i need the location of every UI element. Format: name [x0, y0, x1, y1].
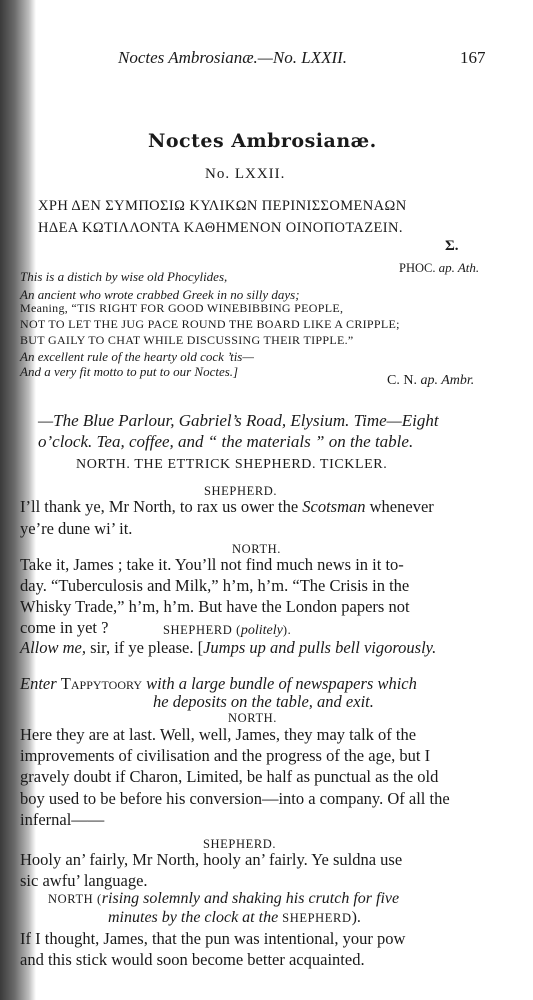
- attribution-author: PHOC.: [399, 261, 436, 275]
- attribution-source: ap. Ambr.: [420, 373, 475, 388]
- scene-description: o’clock. Tea, coffee, and “ the materials ” on the table.: [38, 432, 414, 451]
- characters-list: NORTH. THE ETTRICK SHEPHERD. TICKLER.: [76, 457, 388, 472]
- section-title: Noctes Ambrosianæ.: [148, 130, 377, 152]
- speaker-name: SHEPHERD (: [163, 623, 241, 637]
- verse-line: An excellent rule of the hearty old cock ’tis—: [20, 349, 254, 364]
- attribution-author: C. N.: [387, 373, 417, 388]
- stage-direction: he deposits on the table, and exit.: [153, 692, 374, 711]
- speaker-label: SHEPHERD.: [203, 837, 277, 851]
- dialogue-line: Hooly an’ fairly, Mr North, hooly an’ fairly. Ye suldna use: [20, 850, 403, 869]
- stage-direction: [48, 890, 399, 908]
- dialogue-line: and this stick would soon become better acquainted.: [20, 950, 365, 969]
- dialogue-line: [20, 497, 434, 517]
- dialogue-line: gravely doubt if Charon, Limited, be half as punctual as the old: [20, 767, 439, 786]
- verse-line: Meaning, “TIS RIGHT FOR GOOD WINEBIBBING PEOPLE,: [20, 301, 344, 315]
- stage-text: rising solemnly and shaking his crutch for five: [101, 890, 400, 907]
- character-name: Tappytoory: [60, 674, 143, 693]
- issue-number: No. LXXII.: [205, 166, 286, 182]
- stage-text: minutes by the clock at the: [108, 909, 283, 926]
- stage-direction: [20, 674, 417, 694]
- attribution-source: ap. Ath.: [438, 260, 480, 275]
- running-title: Noctes Ambrosianæ.—No. LXXII.: [118, 48, 348, 67]
- dialogue-line: Here they are at last. Well, well, James, they may talk of the: [20, 725, 417, 744]
- stage-direction: [108, 909, 361, 927]
- stage-direction: Jumps up and pulls bell vigorously.: [203, 638, 437, 657]
- verse-line: An ancient who wrote crabbed Greek in no silly days;: [20, 287, 300, 302]
- dialogue-text: I’ll thank ye, Mr North, to rax us ower the: [20, 497, 303, 516]
- dialogue-line: come in yet ?: [20, 618, 109, 637]
- scene-description: —The Blue Parlour, Gabriel’s Road, Elysium. Time—Eight: [38, 411, 439, 430]
- dialogue-line: If I thought, James, that the pun was intentional, your pow: [20, 929, 406, 948]
- dialogue-line: infernal——: [20, 810, 105, 829]
- stage-text: Enter: [20, 674, 61, 693]
- speaker-name: ).: [282, 623, 292, 637]
- dialogue-text: sir, if ye please. [: [86, 638, 204, 657]
- dialogue-line: Take it, James ; take it. You’ll not find much news in it to-: [20, 555, 404, 574]
- speaker-label: NORTH.: [232, 542, 282, 556]
- speaker-name: NORTH (: [48, 892, 102, 906]
- dialogue-line: improvements of civilisation and the progress of the age, but I: [20, 746, 431, 765]
- dialogue-emphasis: Scotsman: [302, 497, 366, 516]
- dialogue-line: day. “Tuberculosis and Milk,” h’m, h’m. “The Crisis in the: [20, 576, 410, 595]
- dialogue-line: Whisky Trade,” h’m, h’m. But have the London papers not: [20, 597, 410, 616]
- stage-text: with a large bundle of newspapers which: [142, 674, 417, 693]
- greek-epigraph-line: ΗΔΕΑ ΚΩΤΙΛΛΟΝΤΑ ΚΑΘΗΜΕΝΟΝ ΟΙΝΟΠΟΤΑΖΕΙΝ.: [38, 220, 403, 236]
- speaker-label: [163, 623, 291, 639]
- verse-line: BUT GAILY TO CHAT WHILE DISCUSSING THEIR TIPPLE.”: [20, 333, 354, 347]
- speaker-label: SHEPHERD.: [204, 484, 278, 498]
- greek-epigraph-attribution: [399, 260, 479, 276]
- verse-attribution: [387, 373, 474, 389]
- verse-line: This is a distich by wise old Phocylides,: [20, 269, 228, 284]
- character-name: SHEPHERD: [282, 911, 352, 925]
- speaker-direction: politely: [240, 623, 283, 638]
- stage-text: ).: [351, 909, 361, 926]
- dialogue-line: boy used to be before his conversion—into a company. Of all the: [20, 789, 450, 808]
- greek-epigraph-signature: Σ.: [445, 238, 459, 254]
- page-number: 167: [460, 48, 486, 67]
- dialogue-line: sic awfu’ language.: [20, 871, 148, 890]
- verse-line: And a very fit motto to put to our Noctes.]: [20, 364, 239, 379]
- greek-epigraph-line: ΧΡΗ ΔΕΝ ΣΥΜΠΟΣΙΩ ΚΥΛΙΚΩΝ ΠΕΡΙΝΙΣΣΟΜΕΝΑΩΝ: [38, 198, 407, 214]
- dialogue-line: ye’re dune wi’ it.: [20, 519, 133, 538]
- dialogue-line: [20, 638, 436, 658]
- speaker-label: NORTH.: [228, 711, 278, 725]
- dialogue-text: whenever: [365, 497, 434, 516]
- verse-line: NOT TO LET THE JUG PACE ROUND THE BOARD LIKE A CRIPPLE;: [20, 317, 400, 331]
- dialogue-emphasis: Allow me,: [20, 638, 86, 657]
